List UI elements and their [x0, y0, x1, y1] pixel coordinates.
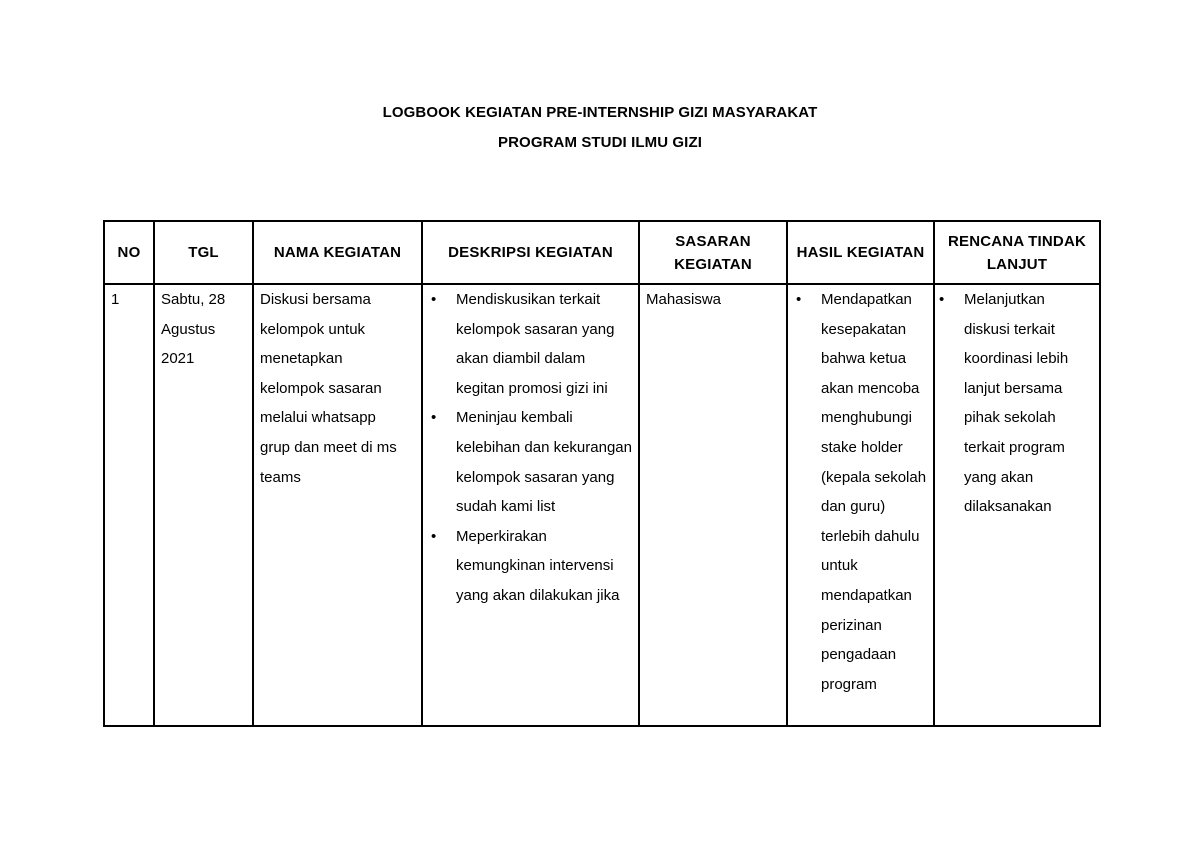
- follow-up-item: • Melanjutkan diskusi terkait koordinasi lebih lanjut bersama pihak sekolah terkait program yang akan dilaksanakan: [939, 285, 1093, 522]
- cell-tgl: [154, 284, 253, 726]
- header-rencana-tindak-lanjut: RENCANA TINDAK LANJUT: [934, 221, 1100, 284]
- header-tgl: TGL: [154, 221, 253, 284]
- result-item: • Mendapatkan kesepakatan bahwa ketua akan mencoba menghubungi stake holder (kepala sekolah dan guru) terlebih dahulu untuk mendapatkan perizinan pengadaan program: [794, 285, 927, 699]
- header-deskripsi-kegiatan: DESKRIPSI KEGIATAN: [422, 221, 639, 284]
- row-number: 1: [111, 291, 120, 308]
- result-list: [794, 285, 927, 699]
- header-no: NO: [104, 221, 154, 284]
- header-nama-kegiatan: NAMA KEGIATAN: [253, 221, 422, 284]
- row-activity-name: Diskusi bersama kelompok untuk menetapkan kelompok sasaran melalui whatsapp grup dan meet di ms teams: [260, 291, 397, 486]
- description-item: • Meperkirakan kemungkinan intervensi yang akan dilakukan jika: [429, 522, 632, 611]
- follow-up-list: [939, 285, 1093, 522]
- table-row: [104, 284, 1100, 726]
- cell-deskripsi: [422, 284, 639, 726]
- document-title: LOGBOOK KEGIATAN PRE-INTERNSHIP GIZI MASYARAKAT: [382, 104, 818, 121]
- header-hasil-kegiatan: HASIL KEGIATAN: [787, 221, 934, 284]
- description-item: • Mendiskusikan terkait kelompok sasaran yang akan diambil dalam kegitan promosi gizi ini: [429, 285, 632, 403]
- cell-hasil: [787, 284, 934, 726]
- document-subtitle: PROGRAM STUDI ILMU GIZI: [498, 134, 702, 151]
- description-item: • Meninjau kembali kelebihan dan kekurangan kelompok sasaran yang sudah kami list: [429, 403, 632, 521]
- header-sasaran-kegiatan: SASARAN KEGIATAN: [639, 221, 787, 284]
- row-date: Sabtu, 28 Agustus 2021: [161, 291, 226, 368]
- cell-nama-kegiatan: [253, 284, 422, 726]
- cell-no: [104, 284, 154, 726]
- cell-rencana: [934, 284, 1100, 726]
- table-header-row: [104, 221, 1100, 284]
- logbook-table: [103, 220, 1101, 727]
- description-list: [429, 285, 632, 611]
- row-target: Mahasiswa: [646, 291, 722, 308]
- cell-sasaran: [639, 284, 787, 726]
